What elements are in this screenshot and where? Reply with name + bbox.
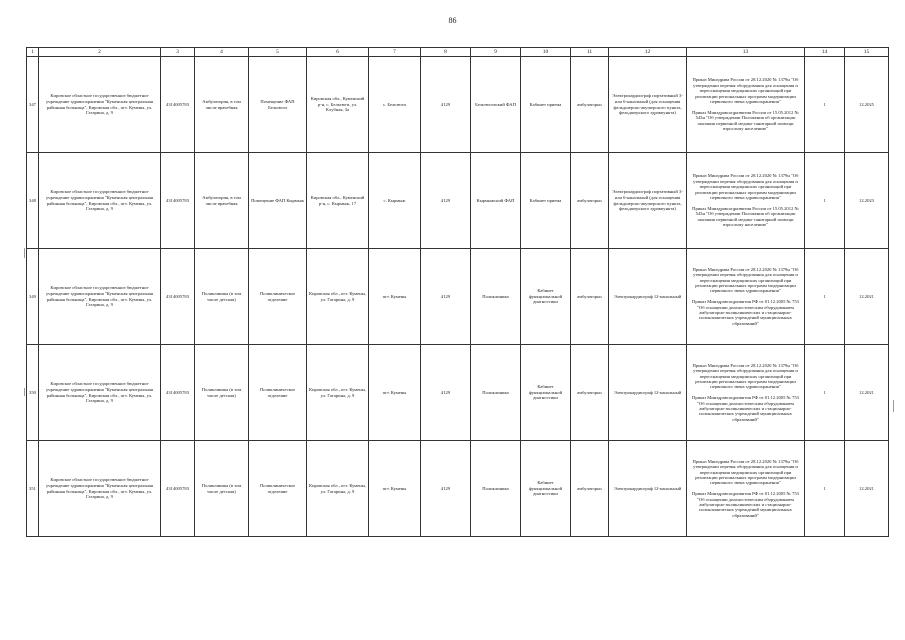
row-number: 350 bbox=[27, 345, 39, 441]
quantity-cell: 1 bbox=[805, 441, 845, 537]
column-header: 14 bbox=[805, 48, 845, 57]
unit-cell: Кырмыжский ФАП bbox=[471, 153, 521, 249]
table-row bbox=[27, 153, 889, 249]
equipment-cell: Электрокардиограф портативный 3- или 6-канальный (для оснащения фельдшерско-акушерского пункта, фельдшерского здравпункта) bbox=[609, 57, 687, 153]
equipment-cell: Электрокардиограф портативный 3- или 6-канальный (для оснащения фельдшерско-акушерского пункта, фельдшерского здравпункта) bbox=[609, 153, 687, 249]
scan-margin-mark bbox=[24, 388, 25, 396]
quantity-cell: 1 bbox=[805, 249, 845, 345]
inn-cell: 4314005783 bbox=[161, 345, 195, 441]
row-number: 351 bbox=[27, 441, 39, 537]
column-header: 9 bbox=[471, 48, 521, 57]
address-cell: Кировская обл., пгт. Кумены, ул. Гагарина, д. 9 bbox=[307, 249, 369, 345]
column-header: 2 bbox=[39, 48, 161, 57]
scan-margin-mark bbox=[893, 400, 894, 412]
date-cell: 12.2025 bbox=[845, 57, 889, 153]
address-cell: Кировская обл., пгт. Кумены, ул. Гагарина, д. 9 bbox=[307, 345, 369, 441]
room-cell: Кабинет приема bbox=[521, 153, 571, 249]
unit-cell: Бельтюговский ФАП bbox=[471, 57, 521, 153]
table-row bbox=[27, 57, 889, 153]
unit-cell: Поликлиника bbox=[471, 249, 521, 345]
equipment-cell: Электрокардиограф 12-канальный bbox=[609, 249, 687, 345]
equipment-table bbox=[26, 47, 889, 537]
room-cell: Кабинет функциональной диагностики bbox=[521, 441, 571, 537]
quantity-cell: 1 bbox=[805, 345, 845, 441]
settlement-cell: с. Бельтюги bbox=[369, 57, 421, 153]
column-header: 10 bbox=[521, 48, 571, 57]
inn-cell: 4314005783 bbox=[161, 153, 195, 249]
facility-type-cell: Амбулатория, в том числе врачебная bbox=[195, 57, 249, 153]
equipment-cell: Электрокардиограф 12-канальный bbox=[609, 441, 687, 537]
premises-cell: Поликлиническое отделение bbox=[249, 441, 307, 537]
unit-cell: Поликлиника bbox=[471, 441, 521, 537]
column-header: 11 bbox=[571, 48, 609, 57]
care-form-cell: амбулаторно bbox=[571, 249, 609, 345]
legal-basis-cell: Приказ Минздрава России от 28.12.2020 № 1379н "Об утверждении перечня оборудования для оснащения и переоснащения медицинских организаций при реализации региональных программ модернизации первичного звена здравоохранения" Приказ Минздравсоцразвития России от 15.05.2012 № 543н "Об утверждении Положения об организации оказания первичной медико-санитарной помощи взрослому населению" bbox=[687, 57, 805, 153]
address-cell: Кировская обл., Куменский р-н, с. Кырмыж, 17 bbox=[307, 153, 369, 249]
legal-basis-cell: Приказ Минздрава России от 28.12.2020 № 1379н "Об утверждении перечня оборудования для оснащения и переоснащения медицинских организаций при реализации региональных программ модернизации первичного звена здравоохранения" Приказ Минздравсоцразвития РФ от 01.12.2005 № 753 "Об оснащении диагностическим оборудованием амбулаторно-поликлинических и стационарно-поликлинических учреждений муниципальных образований" bbox=[687, 441, 805, 537]
care-form-cell: амбулаторно bbox=[571, 57, 609, 153]
scan-margin-mark bbox=[24, 248, 25, 258]
organization-cell: Кировское областное государственное бюджетное учреждение здравоохранения "Куменская центральная районная больница", Кировская обл., пгт. Кумены, ул. Гагарина, д. 9 bbox=[39, 345, 161, 441]
date-cell: 12.2021 bbox=[845, 441, 889, 537]
table-row bbox=[27, 441, 889, 537]
column-header: 1 bbox=[27, 48, 39, 57]
organization-cell: Кировское областное государственное бюджетное учреждение здравоохранения "Куменская центральная районная больница", Кировская обл., пгт. Кумены, ул. Гагарина, д. 9 bbox=[39, 57, 161, 153]
code-cell: 4129 bbox=[421, 441, 471, 537]
code-cell: 4129 bbox=[421, 57, 471, 153]
organization-cell: Кировское областное государственное бюджетное учреждение здравоохранения "Куменская центральная районная больница", Кировская обл., пгт. Кумены, ул. Гагарина, д. 9 bbox=[39, 441, 161, 537]
row-number: 347 bbox=[27, 57, 39, 153]
premises-cell: Помещение ФАП Кырмыж bbox=[249, 153, 307, 249]
date-cell: 12.2023 bbox=[845, 153, 889, 249]
column-header: 5 bbox=[249, 48, 307, 57]
room-cell: Кабинет функциональной диагностики bbox=[521, 345, 571, 441]
room-cell: Кабинет приема bbox=[521, 57, 571, 153]
organization-cell: Кировское областное государственное бюджетное учреждение здравоохранения "Куменская центральная районная больница", Кировская обл., пгт. Кумены, ул. Гагарина, д. 9 bbox=[39, 153, 161, 249]
code-cell: 4129 bbox=[421, 249, 471, 345]
settlement-cell: пгт. Кумены bbox=[369, 441, 421, 537]
quantity-cell: 1 bbox=[805, 153, 845, 249]
settlement-cell: пгт. Кумены bbox=[369, 345, 421, 441]
column-header: 4 bbox=[195, 48, 249, 57]
address-cell: Кировская обл., пгт. Кумены, ул. Гагарина, д. 9 bbox=[307, 441, 369, 537]
column-header: 8 bbox=[421, 48, 471, 57]
facility-type-cell: Поликлиника (в том числе детская) bbox=[195, 249, 249, 345]
code-cell: 4129 bbox=[421, 153, 471, 249]
inn-cell: 4314005783 bbox=[161, 57, 195, 153]
equipment-cell: Электрокардиограф 12-канальный bbox=[609, 345, 687, 441]
row-number: 349 bbox=[27, 249, 39, 345]
premises-cell: Помещение ФАП Бельтюги bbox=[249, 57, 307, 153]
facility-type-cell: Поликлиника (в том числе детская) bbox=[195, 345, 249, 441]
inn-cell: 4314005783 bbox=[161, 441, 195, 537]
address-cell: Кировская обл., Куменский р-н, с. Бельтюги, ул. Клубная, 3а bbox=[307, 57, 369, 153]
column-header: 15 bbox=[845, 48, 889, 57]
column-header: 12 bbox=[609, 48, 687, 57]
care-form-cell: амбулаторно bbox=[571, 153, 609, 249]
settlement-cell: с. Кырмыж bbox=[369, 153, 421, 249]
code-cell: 4129 bbox=[421, 345, 471, 441]
facility-type-cell: Поликлиника (в том числе детская) bbox=[195, 441, 249, 537]
column-header: 3 bbox=[161, 48, 195, 57]
settlement-cell: пгт. Кумены bbox=[369, 249, 421, 345]
facility-type-cell: Амбулатория, в том числе врачебная bbox=[195, 153, 249, 249]
table-row bbox=[27, 249, 889, 345]
legal-basis-cell: Приказ Минздрава России от 28.12.2020 № 1379н "Об утверждении перечня оборудования для оснащения и переоснащения медицинских организаций при реализации региональных программ модернизации первичного звена здравоохранения" Приказ Минздравсоцразвития РФ от 01.12.2005 № 753 "Об оснащении диагностическим оборудованием амбулаторно-поликлинических и стационарно-поликлинических учреждений муниципальных образований" bbox=[687, 249, 805, 345]
column-header: 6 bbox=[307, 48, 369, 57]
table-header-row bbox=[27, 48, 889, 57]
premises-cell: Поликлиническое отделение bbox=[249, 249, 307, 345]
column-header: 7 bbox=[369, 48, 421, 57]
table-row bbox=[27, 345, 889, 441]
legal-basis-cell: Приказ Минздрава России от 28.12.2020 № 1379н "Об утверждении перечня оборудования для оснащения и переоснащения медицинских организаций при реализации региональных программ модернизации первичного звена здравоохранения" Приказ Минздравсоцразвития РФ от 01.12.2005 № 753 "Об оснащении диагностическим оборудованием амбулаторно-поликлинических и стационарно-поликлинических учреждений муниципальных образований" bbox=[687, 345, 805, 441]
unit-cell: Поликлиника bbox=[471, 345, 521, 441]
care-form-cell: амбулаторно bbox=[571, 345, 609, 441]
date-cell: 12.2021 bbox=[845, 249, 889, 345]
premises-cell: Поликлиническое отделение bbox=[249, 345, 307, 441]
legal-basis-cell: Приказ Минздрава России от 28.12.2020 № 1379н "Об утверждении перечня оборудования для оснащения и переоснащения медицинских организаций при реализации региональных программ модернизации первичного звена здравоохранения" Приказ Минздравсоцразвития России от 15.05.2012 № 543н "Об утверждении Положения об организации оказания первичной медико-санитарной помощи взрослому населению" bbox=[687, 153, 805, 249]
organization-cell: Кировское областное государственное бюджетное учреждение здравоохранения "Куменская центральная районная больница", Кировская обл., пгт. Кумены, ул. Гагарина, д. 9 bbox=[39, 249, 161, 345]
quantity-cell: 1 bbox=[805, 57, 845, 153]
room-cell: Кабинет функциональной диагностики bbox=[521, 249, 571, 345]
row-number: 348 bbox=[27, 153, 39, 249]
date-cell: 12.2021 bbox=[845, 345, 889, 441]
column-header: 13 bbox=[687, 48, 805, 57]
page-number: 86 bbox=[448, 16, 457, 25]
care-form-cell: амбулаторно bbox=[571, 441, 609, 537]
inn-cell: 4314005783 bbox=[161, 249, 195, 345]
